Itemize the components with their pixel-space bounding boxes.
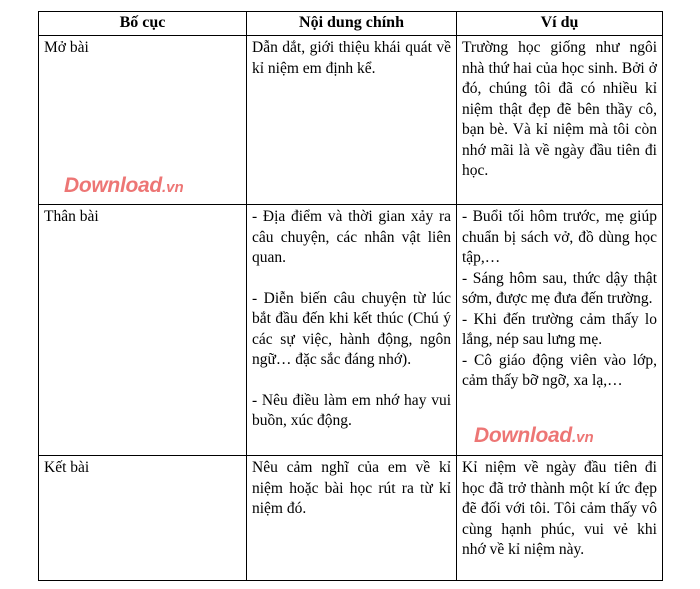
table-row [39, 456, 663, 581]
content-text: - Địa điểm và thời gian xảy ra câu chuyện, các nhân vật liên quan. [252, 208, 451, 266]
section-cell: Mở bài [39, 36, 247, 205]
watermark-brand: Download [64, 174, 162, 197]
example-text: - Buổi tối hôm trước, mẹ giúp chuẩn bị sách vở, đồ dùng học tập,… [462, 208, 657, 266]
section-cell: Kết bài [39, 456, 247, 581]
table-row [39, 36, 663, 205]
example-text: - Sáng hôm sau, thức dậy thật sớm, được mẹ đưa đến trường. [462, 269, 657, 307]
watermark-suffix: .vn [571, 429, 594, 446]
header-structure: Bố cục [39, 12, 247, 36]
essay-outline-table [38, 11, 663, 581]
content-text: - Nêu điều làm em nhớ hay vui buồn, xúc động. [252, 391, 451, 429]
header-example: Ví dụ [457, 12, 663, 36]
watermark-brand: Download [474, 424, 572, 447]
spacer [252, 269, 451, 289]
content-cell [247, 36, 457, 205]
section-cell: Thân bài [39, 205, 247, 456]
example-cell [457, 456, 663, 581]
content-text: Dẫn dắt, giới thiệu khái quát về kỉ niệm em định kể. [252, 39, 451, 77]
content-cell [247, 456, 457, 581]
example-cell [457, 205, 663, 456]
example-cell [457, 36, 663, 205]
content-text: - Diễn biến câu chuyện từ lúc bắt đầu đến khi kết thúc (Chú ý các sự việc, hành động, ngôn ngữ… đặc sắc đáng nhớ). [252, 289, 451, 368]
content-text: Nêu cảm nghĩ của em về kỉ niệm hoặc bài học rút ra từ kỉ niệm đó. [252, 459, 451, 517]
watermark-suffix: .vn [161, 179, 184, 196]
table-header-row [39, 12, 663, 36]
example-text: Kỉ niệm về ngày đầu tiên đi học đã trở thành một kí ức đẹp đẽ đối với tôi. Tôi cảm thấy vô cùng hạnh phúc, vui vẻ khi nhớ về kỉ niệm này. [462, 459, 657, 558]
content-cell [247, 205, 457, 456]
spacer [252, 371, 451, 391]
example-text: Trường học giống như ngôi nhà thứ hai của học sinh. Bởi ở đó, chúng tôi đã có nhiều kỉ niệm thật đẹp đẽ bên thầy cô, bạn bè. Và kỉ niệm mà tôi còn nhớ mãi là về ngày đầu tiên đi học. [462, 39, 657, 179]
header-main-content: Nội dung chính [247, 12, 457, 36]
table-row [39, 205, 663, 456]
example-text: - Khi đến trường cảm thấy lo lắng, nép sau lưng mẹ. [462, 310, 657, 348]
example-text: - Cô giáo động viên vào lớp, cảm thấy bỡ ngỡ, xa lạ,… [462, 351, 657, 389]
